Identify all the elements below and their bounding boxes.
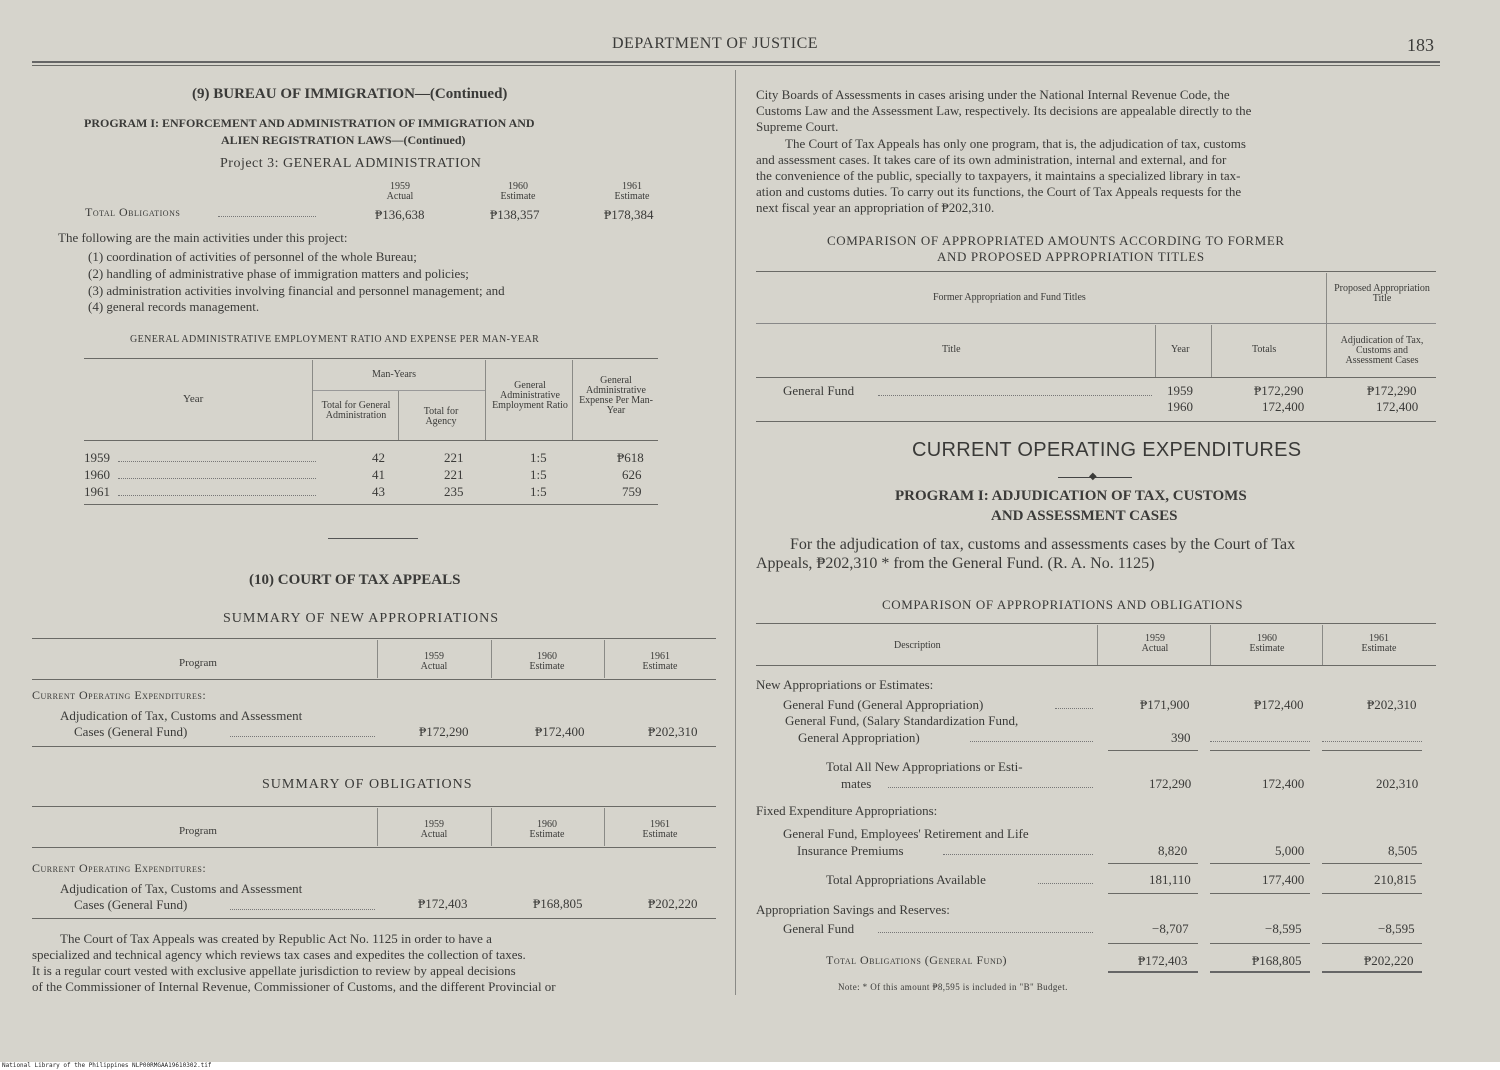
ret-value-1959: 8,820	[1158, 843, 1188, 858]
total-oblig-1961: ₱202,220	[1364, 953, 1414, 968]
ratio-row-year: 1960	[84, 467, 110, 482]
leader-dots	[1038, 883, 1093, 884]
sum-rule	[1210, 971, 1310, 973]
coe-label: Current Operating Expenditures:	[32, 861, 207, 875]
sum-rule	[1322, 863, 1422, 864]
table-rule	[32, 746, 716, 747]
ret-value-1960: 5,000	[1275, 843, 1305, 858]
col-program: Program	[179, 825, 217, 837]
cmp-former-header: Former Appropriation and Fund Titles	[933, 292, 1086, 303]
table-rule	[32, 806, 716, 807]
coe-title: CURRENT OPERATING EXPENDITURES	[912, 439, 1302, 461]
table-vrule	[377, 808, 378, 846]
sum-rule	[1108, 971, 1198, 973]
ratio-col-total-ga: Total for General Administration	[321, 400, 391, 421]
leader-dots	[118, 461, 316, 462]
gf-value-1960: ₱172,400	[1254, 697, 1304, 712]
total-new-line2: mates	[841, 776, 872, 791]
cmp-fund-label: General Fund	[783, 383, 855, 398]
ratio-row-expense: 759	[622, 484, 642, 499]
ratio-row-ga: 43	[372, 484, 385, 499]
leader-dots	[230, 909, 375, 910]
ret-line2: Insurance Premiums	[797, 843, 904, 858]
ratio-row-agency: 221	[444, 467, 464, 482]
total-oblig-1960: ₱168,805	[1252, 953, 1302, 968]
right-para-line: Customs Law and the Assessment Law, respectively. Its decisions are appealable directly to the	[756, 103, 1252, 118]
total-avail-label: Total Appropriations Available	[826, 872, 986, 887]
oblig-header-1961: 1961 Estimate	[614, 181, 650, 202]
scan-footer: National Library of the Philippines NLP00RMGAA19610302.tif	[0, 1062, 1500, 1070]
oblig-header-1960: 1960 Estimate	[500, 181, 536, 202]
page-number: 183	[1407, 35, 1434, 55]
table-rule	[84, 504, 658, 505]
total-oblig-label: Total Obligations (General Fund)	[826, 953, 1008, 967]
table-vrule	[604, 808, 605, 846]
new-header-1960: 1960 Estimate	[529, 651, 565, 672]
ao-header-1961: 1961 Estimate	[1361, 633, 1397, 654]
item-line1: Adjudication of Tax, Customs and Assessment	[60, 881, 303, 896]
leader-dots	[943, 854, 1093, 855]
new-value-1960: ₱172,400	[535, 724, 585, 739]
cmp-row-year: 1960	[1167, 399, 1193, 414]
program-title-line1: PROGRAM I: ADJUDICATION OF TAX, CUSTOMS	[895, 488, 1247, 504]
ratio-col-ratio: General Administrative Employment Ratio	[492, 380, 568, 411]
gf-value-1959: ₱171,900	[1140, 697, 1190, 712]
oblig-value-1960: ₱168,805	[533, 896, 583, 911]
gf-value-1961: ₱202,310	[1367, 697, 1417, 712]
summary-oblig-title: SUMMARY OF OBLIGATIONS	[262, 777, 473, 792]
gf-label: General Fund (General Appropriation)	[783, 697, 984, 712]
table-rule	[756, 271, 1436, 272]
cmp-row-adj: 172,400	[1376, 399, 1419, 414]
oblig-col-header-1960: 1960 Estimate	[529, 819, 565, 840]
total-avail-1960: 177,400	[1262, 872, 1305, 887]
table-rule	[756, 665, 1436, 666]
project-heading: Project 3: GENERAL ADMINISTRATION	[220, 156, 482, 171]
table-vrule	[491, 640, 492, 678]
ratio-row-year: 1959	[84, 450, 110, 465]
right-para-line: Supreme Court.	[756, 119, 839, 134]
table-vrule	[491, 808, 492, 846]
leader-dots	[1322, 741, 1422, 742]
sum-rule	[1210, 863, 1310, 864]
adjud-para-line1: For the adjudication of tax, customs and assessments cases by the Court of Tax	[790, 536, 1296, 553]
new-value-1959: ₱172,290	[419, 724, 469, 739]
table-rule	[756, 377, 1436, 378]
total-oblig-1959: ₱172,403	[1138, 953, 1188, 968]
savings-1959: −8,707	[1152, 921, 1189, 936]
total-obligations-label: Total Obligations	[85, 205, 181, 219]
cmp-title-header: Title	[942, 344, 961, 355]
sum-rule	[1108, 863, 1198, 864]
leader-dots	[230, 736, 375, 737]
oblig-col-header-1961: 1961 Estimate	[642, 819, 678, 840]
new-header-1959: 1959 Actual	[420, 651, 448, 672]
sum-rule	[1210, 750, 1310, 751]
new-header-1961: 1961 Estimate	[642, 651, 678, 672]
activity-item: (1) coordination of activities of personnel of the whole Bureau;	[88, 249, 417, 264]
new-app-label: New Appropriations or Estimates:	[756, 677, 934, 692]
adjud-para-line2: Appeals, ₱202,310 * from the General Fund. (R. A. No. 1125)	[756, 555, 1155, 572]
sum-rule	[1210, 943, 1310, 944]
leader-dots	[218, 216, 316, 217]
ret-value-1961: 8,505	[1388, 843, 1418, 858]
leader-dots	[878, 395, 1152, 396]
fixed-label: Fixed Expenditure Appropriations:	[756, 803, 938, 818]
ratio-col-total-agency: Total for Agency	[423, 406, 459, 427]
activity-item: (3) administration activities involving financial and personnel management; and	[88, 283, 505, 298]
sum-rule	[1322, 971, 1422, 973]
activities-intro: The following are the main activities under this project:	[58, 230, 348, 245]
cta-paragraph-line: The Court of Tax Appeals was created by Republic Act No. 1125 in order to have a	[60, 931, 492, 946]
activity-item: (4) general records management.	[88, 299, 260, 314]
sum-rule	[1210, 893, 1310, 894]
total-avail-1959: 181,110	[1149, 872, 1191, 887]
sum-rule	[1108, 893, 1198, 894]
cmp-year-header: Year	[1171, 344, 1190, 355]
savings-label: Appropriation Savings and Reserves:	[756, 902, 950, 917]
table-vrule	[485, 360, 486, 440]
ret-line1: General Fund, Employees' Retirement and Life	[783, 826, 1029, 841]
total-new-1959: 172,290	[1149, 776, 1192, 791]
gfss-value: 390	[1171, 730, 1191, 745]
right-para-line: The Court of Tax Appeals has only one program, that is, the adjudication of tax, customs	[785, 136, 1246, 151]
header-rule	[32, 61, 1440, 63]
table-vrule	[1097, 625, 1098, 665]
diamond-ornament-icon: ◆	[1089, 471, 1097, 482]
comparison-title-line1: COMPARISON OF APPROPRIATED AMOUNTS ACCORDING TO FORMER	[827, 233, 1285, 248]
cmp-row-year: 1959	[1167, 383, 1193, 398]
ratio-row-year: 1961	[84, 484, 110, 499]
table-rule	[756, 623, 1436, 624]
ao-desc-header: Description	[894, 640, 941, 651]
new-value-1961: ₱202,310	[648, 724, 698, 739]
table-vrule	[1155, 325, 1156, 377]
ao-title: COMPARISON OF APPROPRIATIONS AND OBLIGATIONS	[882, 597, 1244, 612]
leader-dots	[1055, 708, 1093, 709]
table-vrule	[1326, 273, 1327, 377]
ratio-row-agency: 221	[444, 450, 464, 465]
total-obligations-1960: ₱138,357	[490, 207, 540, 222]
table-vrule	[377, 640, 378, 678]
sum-rule	[1322, 750, 1422, 751]
leader-dots	[1210, 741, 1310, 742]
table-vrule	[312, 360, 313, 440]
coe-label: Current Operating Expenditures:	[32, 688, 207, 702]
leader-dots	[118, 478, 316, 479]
cmp-row-adj: ₱172,290	[1367, 383, 1417, 398]
cmp-adjud-header: Adjudication of Tax, Customs and Assessment Cases	[1340, 335, 1424, 366]
comparison-title-line2: AND PROPOSED APPROPRIATION TITLES	[937, 249, 1205, 264]
total-new-1960: 172,400	[1262, 776, 1305, 791]
oblig-col-header-1959: 1959 Actual	[420, 819, 448, 840]
col-program: Program	[179, 657, 217, 669]
cta-paragraph-line: specialized and technical agency which reviews tax cases and expedites the collection of taxes.	[32, 947, 526, 962]
cmp-row-total: ₱172,290	[1254, 383, 1304, 398]
table-vrule	[1211, 325, 1212, 377]
leader-dots	[888, 787, 1093, 788]
sum-rule	[1322, 943, 1422, 944]
table-vrule	[604, 640, 605, 678]
savings-1960: −8,595	[1265, 921, 1302, 936]
cmp-row-total: 172,400	[1262, 399, 1305, 414]
ratio-row-expense: ₱618	[617, 450, 644, 465]
ratio-row-ratio: 1:5	[530, 450, 547, 465]
table-rule	[32, 918, 716, 919]
ratio-table-title: GENERAL ADMINISTRATIVE EMPLOYMENT RATIO AND EXPENSE PER MAN-YEAR	[130, 334, 540, 345]
table-vrule	[1322, 625, 1323, 665]
table-rule	[32, 847, 716, 848]
oblig-value-1959: ₱172,403	[418, 896, 468, 911]
column-divider	[735, 70, 736, 995]
ratio-col-expense: General Administrative Expense Per Man-Year	[579, 375, 653, 416]
cta-paragraph-line: It is a regular court vested with exclusive appellate jurisdiction to review by appeal decisions	[32, 963, 516, 978]
table-rule	[756, 323, 1436, 324]
table-vrule	[398, 391, 399, 440]
table-rule	[313, 390, 485, 391]
table-rule	[32, 638, 716, 639]
right-para-line: the convenience of the public, specially to taxpayers, it maintains a specialized library in tax-	[756, 168, 1241, 183]
ratio-row-ga: 42	[372, 450, 385, 465]
item-line2: Cases (General Fund)	[74, 724, 188, 739]
leader-dots	[878, 932, 1093, 933]
ratio-col-year: Year	[183, 393, 204, 405]
table-rule	[84, 440, 658, 441]
table-rule	[84, 358, 658, 359]
right-para-line: ation and customs duties. To carry out its functions, the Court of Tax Appeals requests for the	[756, 184, 1242, 199]
right-para-line: and assessment cases. It takes care of its own administration, internal and external, and for	[756, 152, 1227, 167]
ao-header-1960: 1960 Estimate	[1249, 633, 1285, 654]
oblig-header-1959: 1959 Actual	[386, 181, 414, 202]
table-vrule	[1210, 625, 1211, 665]
section-separator	[328, 538, 418, 539]
cmp-totals-header: Totals	[1252, 344, 1277, 355]
sum-rule	[1108, 750, 1198, 751]
cta-paragraph-line: of the Commissioner of Internal Revenue, Commissioner of Customs, and the different Provincial or	[32, 979, 556, 994]
right-para-line: next fiscal year an appropriation of ₱202,310.	[756, 200, 995, 215]
sum-rule	[1108, 943, 1198, 944]
total-avail-1961: 210,815	[1374, 872, 1417, 887]
activity-item: (2) handling of administrative phase of immigration matters and policies;	[88, 266, 469, 281]
total-obligations-1959: ₱136,638	[375, 207, 425, 222]
total-new-line1: Total All New Appropriations or Esti-	[826, 759, 1023, 774]
table-vrule	[572, 360, 573, 440]
table-rule	[32, 679, 716, 680]
leader-dots	[118, 495, 316, 496]
sum-rule	[1322, 893, 1422, 894]
cta-title: (10) COURT OF TAX APPEALS	[249, 572, 461, 588]
program-heading-line2: ALIEN REGISTRATION LAWS—(Continued)	[221, 133, 466, 147]
header-rule-thin	[32, 65, 1440, 66]
ratio-row-ga: 41	[372, 467, 385, 482]
oblig-value-1961: ₱202,220	[648, 896, 698, 911]
ratio-row-ratio: 1:5	[530, 484, 547, 499]
ao-header-1959: 1959 Actual	[1141, 633, 1169, 654]
program-heading-line1: PROGRAM I: ENFORCEMENT AND ADMINISTRATION OF IMMIGRATION AND	[84, 116, 535, 130]
savings-fund: General Fund	[783, 921, 855, 936]
leader-dots	[970, 741, 1093, 742]
footnote: Note: * Of this amount ₱8,595 is included in "B" Budget.	[838, 982, 1068, 992]
gfss-line2: General Appropriation)	[798, 730, 920, 745]
summary-new-title: SUMMARY OF NEW APPROPRIATIONS	[223, 611, 500, 626]
ratio-row-ratio: 1:5	[530, 467, 547, 482]
item-line1: Adjudication of Tax, Customs and Assessment	[60, 708, 303, 723]
gfss-line1: General Fund, (Salary Standardization Fund,	[785, 713, 1019, 728]
page-header-title: DEPARTMENT OF JUSTICE	[612, 35, 819, 52]
total-obligations-1961: ₱178,384	[604, 207, 654, 222]
item-line2: Cases (General Fund)	[74, 897, 188, 912]
cmp-proposed-header: Proposed Appropriation Title	[1334, 283, 1430, 304]
table-rule	[756, 421, 1436, 422]
right-para-line: City Boards of Assessments in cases arising under the National Internal Revenue Code, the	[756, 87, 1230, 102]
savings-1961: −8,595	[1378, 921, 1415, 936]
ratio-col-manyears: Man-Years	[372, 369, 416, 380]
program-title-line2: AND ASSESSMENT CASES	[991, 508, 1178, 524]
ratio-row-agency: 235	[444, 484, 464, 499]
total-new-1961: 202,310	[1376, 776, 1419, 791]
bureau-title: (9) BUREAU OF IMMIGRATION—(Continued)	[192, 86, 508, 102]
ratio-row-expense: 626	[622, 467, 642, 482]
